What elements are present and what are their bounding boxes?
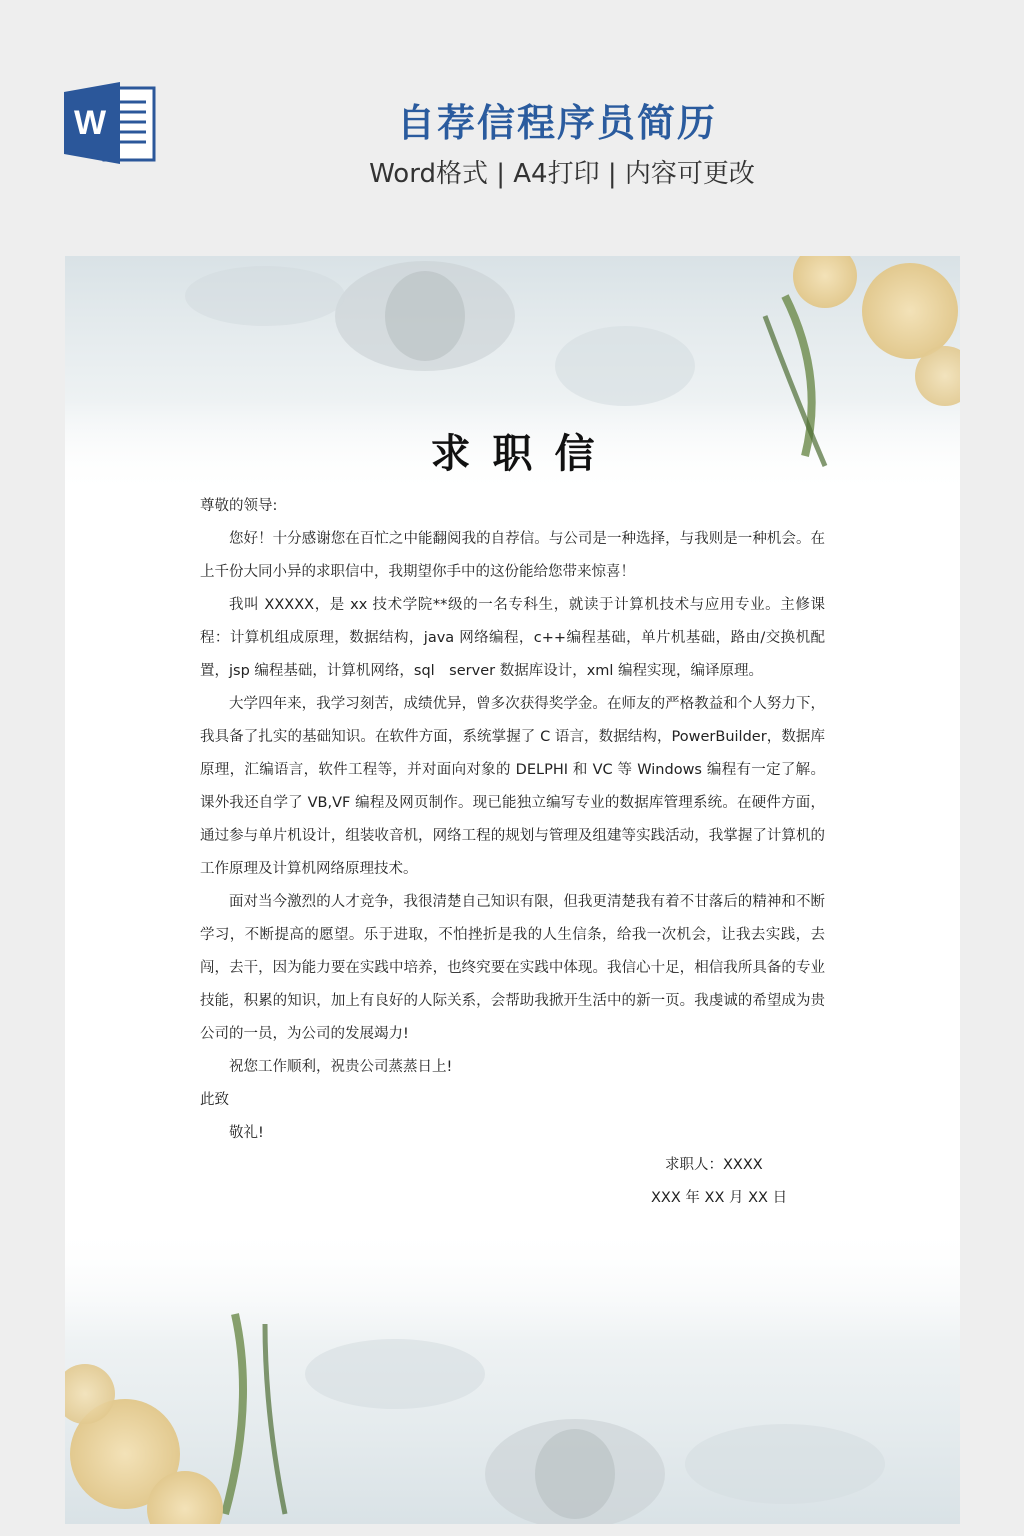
- page-subtitle: Word格式 | A4打印 | 内容可更改: [369, 159, 755, 189]
- closing-line: 此致: [200, 1092, 229, 1108]
- letter-date: XXX 年 XX 月 XX 日: [651, 1190, 788, 1206]
- letter-body: [200, 490, 825, 1150]
- signer: 求职人：XXXX: [665, 1157, 763, 1173]
- paragraph: 面对当今激烈的人才竞争，我很清楚自己知识有限，但我更清楚我有着不甘落后的精神和不断学习，不断提高的愿望。乐于进取，不怕挫折是我的人生信条，给我一次机会，让我去实践，去闯，去干，因为能力要在实践中培养，也终究要在实践中体现。我信心十足，相信我所具备的专业技能，积累的知识，加上有良好的人际关系，会帮助我掀开生活中的新一页。我虔诚的希望成为贵公司的一员，为公司的发展竭力!: [200, 894, 825, 1042]
- page-title: 自荐信程序员简历: [396, 101, 717, 145]
- salutation: 尊敬的领导:: [200, 498, 278, 514]
- letter-title: 求职信: [430, 430, 617, 477]
- paragraph: 祝您工作顺利，祝贵公司蒸蒸日上!: [229, 1059, 453, 1075]
- word-logo-letter: W: [73, 104, 107, 142]
- paragraph: 您好！十分感谢您在百忙之中能翻阅我的自荐信。与公司是一种选择，与我则是一种机会。在上千份大同小异的求职信中，我期望你手中的这份能给您带来惊喜！: [200, 531, 825, 580]
- paragraph: 我叫 XXXXX，是 xx 技术学院**级的一名专科生，就读于计算机技术与应用专业。主修课程：计算机组成原理，数据结构，java 网络编程，c++编程基础，单片机基础，路由/交换机配置，jsp 编程基础，计算机网络，sql server 数据库设计，xml 编程实现，编译原理。: [200, 597, 825, 679]
- closing-regards: 敬礼!: [229, 1125, 264, 1141]
- paragraph: 大学四年来，我学习刻苦，成绩优异，曾多次获得奖学金。在师友的严格教益和个人努力下，我具备了扎实的基础知识。在软件方面，系统掌握了 C 语言，数据结构，PowerBuilder，数据库原理，汇编语言，软件工程等，并对面向对象的 DELPHI 和 VC 等 Windows 编程有一定了解。课外我还自学了 VB,VF 编程及网页制作。现已能独立编写专业的数据库管理系统。在硬件方面，通过参与单片机设计，组装收音机，网络工程的规划与管理及组建等实践活动，我掌握了计算机的工作原理及计算机网络原理技术。: [200, 696, 825, 877]
- letter-page: [65, 256, 960, 1524]
- floral-footer-decoration: [65, 1224, 960, 1524]
